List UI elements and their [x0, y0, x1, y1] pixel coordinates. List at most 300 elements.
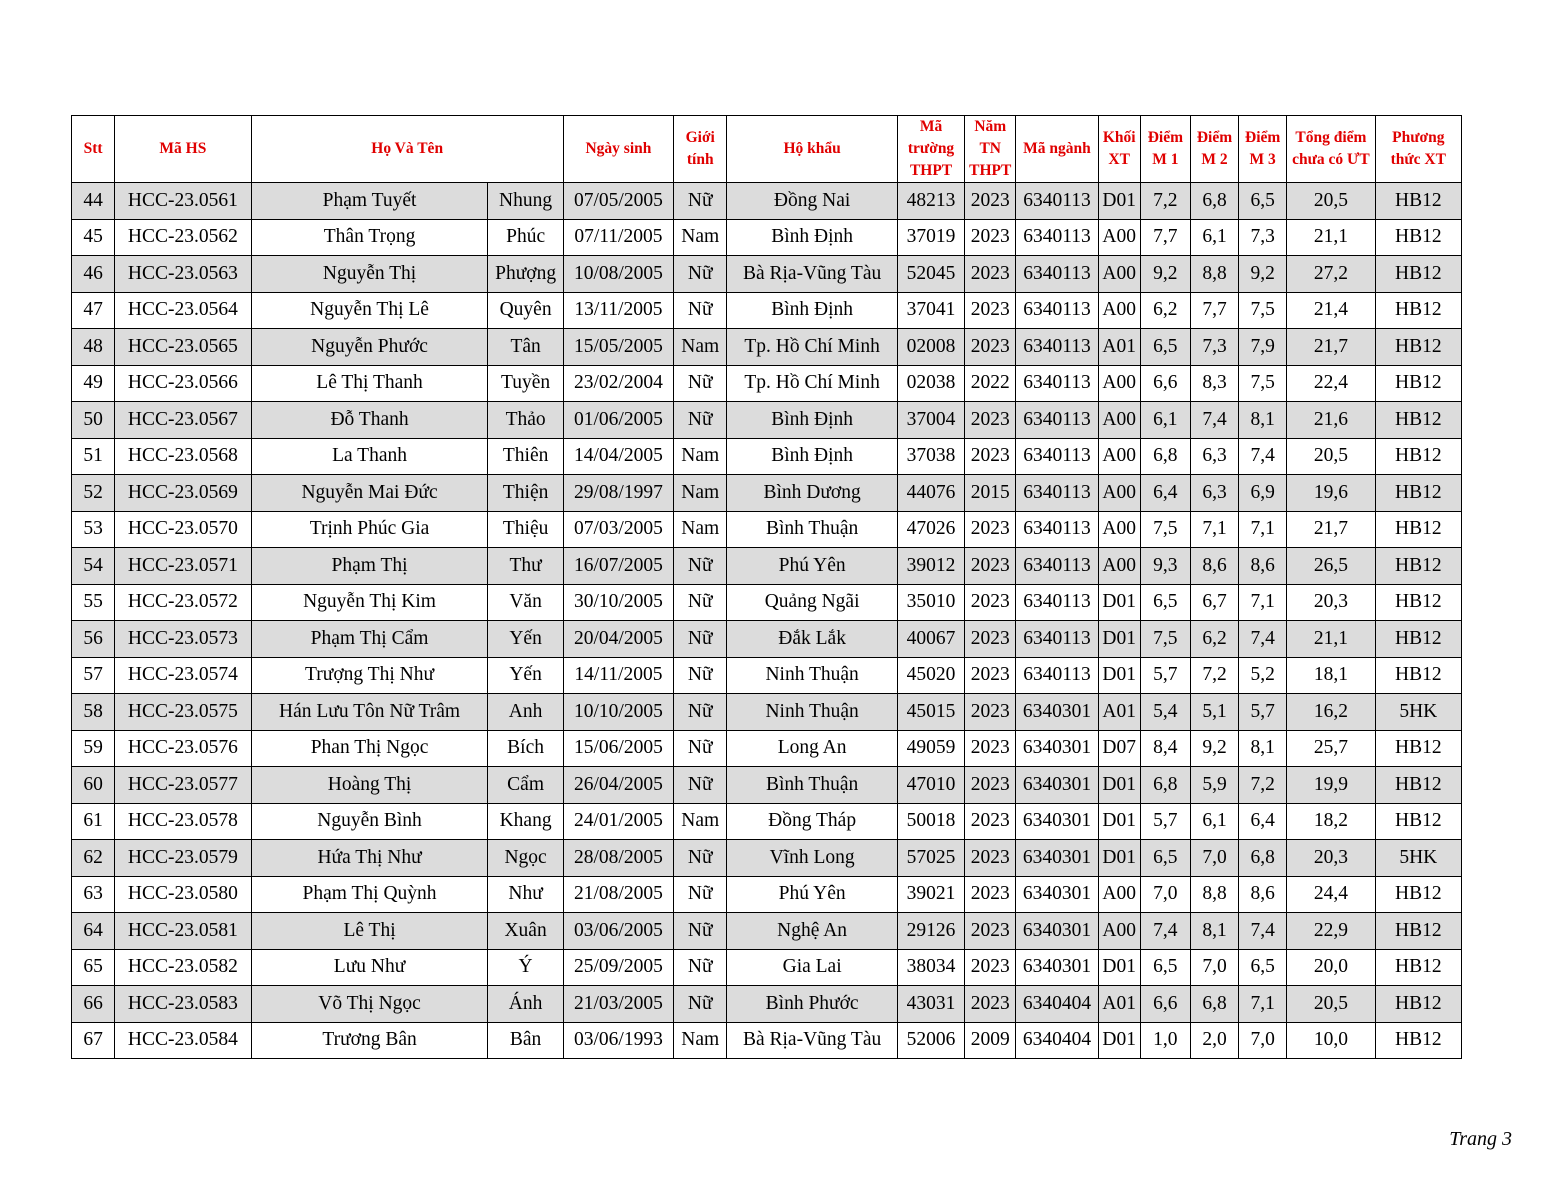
cell-tong-diem: 21,6	[1287, 402, 1375, 439]
table-row	[72, 657, 1462, 694]
cell-ma-nganh: 6340113	[1016, 438, 1098, 475]
cell-phuong-thuc: HB12	[1375, 183, 1461, 220]
cell-diem-m1: 6,5	[1140, 949, 1190, 986]
cell-stt: 55	[72, 584, 115, 621]
table-row	[72, 256, 1462, 293]
cell-diem-m1: 6,5	[1140, 329, 1190, 366]
cell-tong-diem: 20,5	[1287, 986, 1375, 1023]
cell-stt: 67	[72, 1022, 115, 1059]
cell-phuong-thuc: HB12	[1375, 949, 1461, 986]
cell-khoi: D01	[1098, 621, 1140, 658]
cell-phuong-thuc: HB12	[1375, 548, 1461, 585]
table-row	[72, 730, 1462, 767]
cell-stt: 47	[72, 292, 115, 329]
cell-diem-m1: 6,4	[1140, 475, 1190, 512]
cell-diem-m2: 5,1	[1190, 694, 1238, 731]
table-row	[72, 475, 1462, 512]
cell-stt: 61	[72, 803, 115, 840]
cell-ten: Tân	[488, 329, 563, 366]
cell-ten: Phúc	[488, 219, 563, 256]
cell-ten: Tuyền	[488, 365, 563, 402]
cell-diem-m1: 9,3	[1140, 548, 1190, 585]
cell-diem-m2: 7,3	[1190, 329, 1238, 366]
cell-ho-dem: Trượng Thị Như	[251, 657, 488, 694]
cell-diem-m3: 7,3	[1239, 219, 1287, 256]
cell-ho-khau: Ninh Thuận	[727, 657, 898, 694]
cell-khoi: A00	[1098, 913, 1140, 950]
cell-tong-diem: 25,7	[1287, 730, 1375, 767]
cell-gioi-tinh: Nữ	[674, 840, 727, 877]
cell-khoi: D01	[1098, 840, 1140, 877]
cell-ngay-sinh: 14/11/2005	[563, 657, 673, 694]
cell-gioi-tinh: Nữ	[674, 548, 727, 585]
cell-diem-m2: 8,8	[1190, 876, 1238, 913]
cell-diem-m2: 6,2	[1190, 621, 1238, 658]
cell-diem-m3: 7,4	[1239, 621, 1287, 658]
cell-diem-m1: 7,7	[1140, 219, 1190, 256]
admission-table	[71, 115, 1462, 1059]
cell-ma-nganh: 6340113	[1016, 584, 1098, 621]
table-row	[72, 1022, 1462, 1059]
cell-ten: Ánh	[488, 986, 563, 1023]
cell-diem-m1: 7,5	[1140, 621, 1190, 658]
cell-phuong-thuc: HB12	[1375, 475, 1461, 512]
cell-diem-m3: 9,2	[1239, 256, 1287, 293]
cell-stt: 65	[72, 949, 115, 986]
cell-ten: Khang	[488, 803, 563, 840]
cell-gioi-tinh: Nữ	[674, 584, 727, 621]
cell-khoi: A00	[1098, 402, 1140, 439]
cell-nam-tn: 2023	[965, 584, 1016, 621]
cell-diem-m1: 7,2	[1140, 183, 1190, 220]
cell-nam-tn: 2023	[965, 256, 1016, 293]
cell-diem-m2: 6,1	[1190, 219, 1238, 256]
cell-nam-tn: 2023	[965, 219, 1016, 256]
cell-nam-tn: 2023	[965, 949, 1016, 986]
cell-diem-m1: 6,8	[1140, 438, 1190, 475]
cell-ho-khau: Quảng Ngãi	[727, 584, 898, 621]
table-row	[72, 329, 1462, 366]
cell-ma-nganh: 6340113	[1016, 292, 1098, 329]
cell-ngay-sinh: 01/06/2005	[563, 402, 673, 439]
cell-phuong-thuc: HB12	[1375, 730, 1461, 767]
cell-ho-dem: Phạm Tuyết	[251, 183, 488, 220]
cell-stt: 60	[72, 767, 115, 804]
table-row	[72, 584, 1462, 621]
cell-phuong-thuc: HB12	[1375, 913, 1461, 950]
cell-ngay-sinh: 16/07/2005	[563, 548, 673, 585]
cell-ma-truong: 02008	[897, 329, 964, 366]
cell-diem-m2: 6,3	[1190, 438, 1238, 475]
cell-ho-khau: Phú Yên	[727, 876, 898, 913]
cell-khoi: D01	[1098, 767, 1140, 804]
cell-ma-nganh: 6340113	[1016, 548, 1098, 585]
cell-ngay-sinh: 21/08/2005	[563, 876, 673, 913]
cell-nam-tn: 2023	[965, 803, 1016, 840]
cell-gioi-tinh: Nữ	[674, 621, 727, 658]
cell-ma-hs: HCC-23.0561	[115, 183, 251, 220]
cell-diem-m3: 7,0	[1239, 1022, 1287, 1059]
cell-ho-khau: Bình Thuận	[727, 511, 898, 548]
cell-ngay-sinh: 15/06/2005	[563, 730, 673, 767]
cell-ten: Thiện	[488, 475, 563, 512]
cell-ma-hs: HCC-23.0583	[115, 986, 251, 1023]
cell-diem-m2: 9,2	[1190, 730, 1238, 767]
cell-nam-tn: 2023	[965, 511, 1016, 548]
cell-ngay-sinh: 24/01/2005	[563, 803, 673, 840]
cell-ma-hs: HCC-23.0581	[115, 913, 251, 950]
cell-nam-tn: 2023	[965, 329, 1016, 366]
cell-stt: 66	[72, 986, 115, 1023]
cell-diem-m2: 6,7	[1190, 584, 1238, 621]
cell-ho-khau: Tp. Hồ Chí Minh	[727, 365, 898, 402]
cell-gioi-tinh: Nữ	[674, 913, 727, 950]
cell-ma-nganh: 6340301	[1016, 949, 1098, 986]
cell-ho-khau: Đồng Nai	[727, 183, 898, 220]
cell-diem-m1: 9,2	[1140, 256, 1190, 293]
cell-tong-diem: 20,3	[1287, 840, 1375, 877]
cell-ma-truong: 37041	[897, 292, 964, 329]
cell-ho-dem: Trương Bân	[251, 1022, 488, 1059]
cell-ma-truong: 37038	[897, 438, 964, 475]
cell-khoi: A01	[1098, 329, 1140, 366]
cell-ma-truong: 57025	[897, 840, 964, 877]
cell-khoi: A01	[1098, 986, 1140, 1023]
cell-ngay-sinh: 28/08/2005	[563, 840, 673, 877]
cell-ma-hs: HCC-23.0570	[115, 511, 251, 548]
cell-ma-hs: HCC-23.0566	[115, 365, 251, 402]
cell-ma-truong: 39012	[897, 548, 964, 585]
cell-diem-m3: 6,5	[1239, 183, 1287, 220]
cell-ma-nganh: 6340301	[1016, 767, 1098, 804]
cell-ma-nganh: 6340301	[1016, 876, 1098, 913]
cell-ngay-sinh: 23/02/2004	[563, 365, 673, 402]
cell-khoi: A00	[1098, 548, 1140, 585]
table-row	[72, 949, 1462, 986]
cell-ma-nganh: 6340113	[1016, 329, 1098, 366]
cell-ma-nganh: 6340113	[1016, 511, 1098, 548]
cell-diem-m2: 6,8	[1190, 183, 1238, 220]
cell-phuong-thuc: HB12	[1375, 365, 1461, 402]
cell-tong-diem: 19,6	[1287, 475, 1375, 512]
cell-ma-truong: 43031	[897, 986, 964, 1023]
cell-diem-m3: 6,9	[1239, 475, 1287, 512]
cell-ma-truong: 38034	[897, 949, 964, 986]
cell-phuong-thuc: HB12	[1375, 584, 1461, 621]
col-header-diem-m2: Điểm M 2	[1190, 116, 1238, 183]
cell-ma-truong: 49059	[897, 730, 964, 767]
cell-ma-nganh: 6340113	[1016, 657, 1098, 694]
cell-tong-diem: 20,5	[1287, 438, 1375, 475]
cell-khoi: A00	[1098, 876, 1140, 913]
cell-diem-m3: 8,1	[1239, 402, 1287, 439]
cell-gioi-tinh: Nam	[674, 438, 727, 475]
cell-diem-m1: 5,4	[1140, 694, 1190, 731]
cell-stt: 54	[72, 548, 115, 585]
cell-diem-m3: 7,1	[1239, 584, 1287, 621]
cell-diem-m3: 7,4	[1239, 913, 1287, 950]
cell-tong-diem: 18,2	[1287, 803, 1375, 840]
cell-stt: 59	[72, 730, 115, 767]
cell-ten: Cẩm	[488, 767, 563, 804]
table-row	[72, 767, 1462, 804]
cell-ma-hs: HCC-23.0563	[115, 256, 251, 293]
cell-diem-m2: 7,0	[1190, 949, 1238, 986]
cell-khoi: D01	[1098, 183, 1140, 220]
cell-tong-diem: 19,9	[1287, 767, 1375, 804]
cell-diem-m2: 8,3	[1190, 365, 1238, 402]
cell-ma-hs: HCC-23.0571	[115, 548, 251, 585]
cell-phuong-thuc: HB12	[1375, 329, 1461, 366]
cell-ngay-sinh: 03/06/1993	[563, 1022, 673, 1059]
cell-ma-truong: 39021	[897, 876, 964, 913]
cell-stt: 48	[72, 329, 115, 366]
cell-ma-hs: HCC-23.0573	[115, 621, 251, 658]
table-row	[72, 292, 1462, 329]
cell-ten: Yến	[488, 621, 563, 658]
cell-ngay-sinh: 30/10/2005	[563, 584, 673, 621]
cell-ho-dem: Thân Trọng	[251, 219, 488, 256]
cell-diem-m2: 6,1	[1190, 803, 1238, 840]
cell-ma-nganh: 6340113	[1016, 621, 1098, 658]
cell-ho-khau: Nghệ An	[727, 913, 898, 950]
cell-ho-khau: Bình Định	[727, 292, 898, 329]
cell-ho-dem: Phan Thị Ngọc	[251, 730, 488, 767]
cell-ho-dem: Lê Thị Thanh	[251, 365, 488, 402]
cell-diem-m2: 2,0	[1190, 1022, 1238, 1059]
cell-diem-m3: 5,2	[1239, 657, 1287, 694]
cell-ma-truong: 37004	[897, 402, 964, 439]
cell-ngay-sinh: 07/11/2005	[563, 219, 673, 256]
table-row	[72, 621, 1462, 658]
cell-diem-m1: 6,5	[1140, 584, 1190, 621]
cell-diem-m1: 6,8	[1140, 767, 1190, 804]
cell-nam-tn: 2023	[965, 438, 1016, 475]
cell-ho-khau: Ninh Thuận	[727, 694, 898, 731]
table-row	[72, 840, 1462, 877]
cell-phuong-thuc: HB12	[1375, 256, 1461, 293]
cell-ho-dem: Nguyễn Bình	[251, 803, 488, 840]
cell-diem-m2: 7,4	[1190, 402, 1238, 439]
cell-diem-m1: 6,6	[1140, 986, 1190, 1023]
cell-diem-m3: 6,4	[1239, 803, 1287, 840]
cell-khoi: D01	[1098, 803, 1140, 840]
cell-nam-tn: 2009	[965, 1022, 1016, 1059]
cell-tong-diem: 21,4	[1287, 292, 1375, 329]
cell-diem-m1: 6,1	[1140, 402, 1190, 439]
table-row	[72, 183, 1462, 220]
cell-diem-m2: 7,0	[1190, 840, 1238, 877]
cell-phuong-thuc: HB12	[1375, 438, 1461, 475]
cell-ngay-sinh: 20/04/2005	[563, 621, 673, 658]
cell-ma-hs: HCC-23.0567	[115, 402, 251, 439]
cell-ma-hs: HCC-23.0580	[115, 876, 251, 913]
cell-tong-diem: 20,5	[1287, 183, 1375, 220]
cell-khoi: D01	[1098, 657, 1140, 694]
cell-tong-diem: 21,7	[1287, 329, 1375, 366]
cell-diem-m2: 5,9	[1190, 767, 1238, 804]
col-header-gioi-tinh: Giới tính	[674, 116, 727, 183]
cell-ma-nganh: 6340301	[1016, 803, 1098, 840]
cell-tong-diem: 22,9	[1287, 913, 1375, 950]
cell-tong-diem: 20,0	[1287, 949, 1375, 986]
cell-stt: 57	[72, 657, 115, 694]
cell-nam-tn: 2023	[965, 840, 1016, 877]
cell-ma-truong: 50018	[897, 803, 964, 840]
cell-gioi-tinh: Nữ	[674, 402, 727, 439]
cell-gioi-tinh: Nữ	[674, 292, 727, 329]
cell-ho-dem: Nguyễn Thị Kim	[251, 584, 488, 621]
cell-ma-truong: 48213	[897, 183, 964, 220]
cell-diem-m3: 7,4	[1239, 438, 1287, 475]
cell-diem-m1: 8,4	[1140, 730, 1190, 767]
cell-ma-truong: 40067	[897, 621, 964, 658]
cell-phuong-thuc: HB12	[1375, 621, 1461, 658]
cell-ten: Ý	[488, 949, 563, 986]
cell-diem-m1: 1,0	[1140, 1022, 1190, 1059]
cell-tong-diem: 21,1	[1287, 219, 1375, 256]
cell-nam-tn: 2023	[965, 730, 1016, 767]
cell-phuong-thuc: 5HK	[1375, 694, 1461, 731]
col-header-ma-nganh: Mã ngành	[1016, 116, 1098, 183]
cell-ma-nganh: 6340404	[1016, 1022, 1098, 1059]
cell-ma-hs: HCC-23.0562	[115, 219, 251, 256]
cell-ma-hs: HCC-23.0576	[115, 730, 251, 767]
cell-khoi: A00	[1098, 365, 1140, 402]
cell-phuong-thuc: HB12	[1375, 657, 1461, 694]
cell-ma-truong: 35010	[897, 584, 964, 621]
cell-tong-diem: 24,4	[1287, 876, 1375, 913]
cell-ho-dem: Phạm Thị Quỳnh	[251, 876, 488, 913]
col-header-stt: Stt	[72, 116, 115, 183]
cell-ngay-sinh: 25/09/2005	[563, 949, 673, 986]
cell-ma-truong: 52045	[897, 256, 964, 293]
page-number: Trang 3	[1449, 1128, 1512, 1150]
cell-ma-hs: HCC-23.0584	[115, 1022, 251, 1059]
cell-tong-diem: 22,4	[1287, 365, 1375, 402]
cell-nam-tn: 2023	[965, 767, 1016, 804]
cell-stt: 62	[72, 840, 115, 877]
cell-nam-tn: 2023	[965, 657, 1016, 694]
col-header-ma-truong: Mã trường THPT	[897, 116, 964, 183]
cell-stt: 64	[72, 913, 115, 950]
cell-ho-khau: Bình Dương	[727, 475, 898, 512]
cell-ho-dem: Phạm Thị	[251, 548, 488, 585]
cell-gioi-tinh: Nam	[674, 329, 727, 366]
col-header-ma-hs: Mã HS	[115, 116, 251, 183]
cell-ngay-sinh: 10/10/2005	[563, 694, 673, 731]
cell-ma-truong: 29126	[897, 913, 964, 950]
cell-stt: 51	[72, 438, 115, 475]
cell-khoi: A00	[1098, 256, 1140, 293]
cell-ma-hs: HCC-23.0577	[115, 767, 251, 804]
cell-phuong-thuc: HB12	[1375, 292, 1461, 329]
cell-diem-m2: 6,3	[1190, 475, 1238, 512]
col-header-nam-tn: Năm TN THPT	[965, 116, 1016, 183]
cell-ho-dem: Hoàng Thị	[251, 767, 488, 804]
cell-diem-m1: 6,2	[1140, 292, 1190, 329]
cell-ma-truong: 02038	[897, 365, 964, 402]
cell-gioi-tinh: Nam	[674, 1022, 727, 1059]
cell-ma-nganh: 6340113	[1016, 183, 1098, 220]
cell-ma-hs: HCC-23.0572	[115, 584, 251, 621]
col-header-khoi: Khối XT	[1098, 116, 1140, 183]
cell-ho-dem: La Thanh	[251, 438, 488, 475]
cell-ten: Bích	[488, 730, 563, 767]
cell-diem-m3: 7,9	[1239, 329, 1287, 366]
cell-ho-dem: Nguyễn Mai Đức	[251, 475, 488, 512]
cell-phuong-thuc: HB12	[1375, 876, 1461, 913]
cell-khoi: D01	[1098, 949, 1140, 986]
table-row	[72, 876, 1462, 913]
cell-ho-khau: Đắk Lắk	[727, 621, 898, 658]
cell-nam-tn: 2023	[965, 183, 1016, 220]
col-header-ho-va-ten: Họ Và Tên	[251, 116, 563, 183]
cell-gioi-tinh: Nữ	[674, 183, 727, 220]
cell-khoi: A01	[1098, 694, 1140, 731]
cell-khoi: D07	[1098, 730, 1140, 767]
cell-ma-truong: 44076	[897, 475, 964, 512]
cell-diem-m1: 5,7	[1140, 657, 1190, 694]
cell-ma-hs: HCC-23.0578	[115, 803, 251, 840]
cell-phuong-thuc: HB12	[1375, 511, 1461, 548]
cell-diem-m3: 7,2	[1239, 767, 1287, 804]
cell-gioi-tinh: Nữ	[674, 365, 727, 402]
cell-ma-truong: 37019	[897, 219, 964, 256]
cell-ho-dem: Trịnh Phúc Gia	[251, 511, 488, 548]
cell-ma-hs: HCC-23.0568	[115, 438, 251, 475]
cell-gioi-tinh: Nam	[674, 511, 727, 548]
cell-ma-nganh: 6340113	[1016, 219, 1098, 256]
cell-nam-tn: 2015	[965, 475, 1016, 512]
cell-ma-nganh: 6340301	[1016, 840, 1098, 877]
cell-diem-m1: 6,5	[1140, 840, 1190, 877]
cell-nam-tn: 2023	[965, 292, 1016, 329]
cell-diem-m2: 8,1	[1190, 913, 1238, 950]
cell-khoi: D01	[1098, 584, 1140, 621]
cell-ma-hs: HCC-23.0582	[115, 949, 251, 986]
cell-gioi-tinh: Nữ	[674, 949, 727, 986]
cell-ho-khau: Bình Định	[727, 219, 898, 256]
cell-ma-nganh: 6340404	[1016, 986, 1098, 1023]
cell-diem-m2: 7,2	[1190, 657, 1238, 694]
cell-phuong-thuc: HB12	[1375, 986, 1461, 1023]
cell-khoi: A00	[1098, 219, 1140, 256]
cell-diem-m3: 8,1	[1239, 730, 1287, 767]
cell-ma-nganh: 6340301	[1016, 694, 1098, 731]
cell-ten: Thiệu	[488, 511, 563, 548]
table-row	[72, 913, 1462, 950]
cell-nam-tn: 2023	[965, 548, 1016, 585]
cell-nam-tn: 2023	[965, 621, 1016, 658]
cell-ho-khau: Bà Rịa-Vũng Tàu	[727, 1022, 898, 1059]
cell-ho-dem: Phạm Thị Cẩm	[251, 621, 488, 658]
cell-ma-truong: 47010	[897, 767, 964, 804]
cell-gioi-tinh: Nữ	[674, 876, 727, 913]
cell-tong-diem: 21,7	[1287, 511, 1375, 548]
cell-ma-nganh: 6340301	[1016, 730, 1098, 767]
cell-ngay-sinh: 14/04/2005	[563, 438, 673, 475]
cell-ngay-sinh: 10/08/2005	[563, 256, 673, 293]
cell-nam-tn: 2023	[965, 694, 1016, 731]
cell-nam-tn: 2023	[965, 876, 1016, 913]
cell-ma-nganh: 6340301	[1016, 913, 1098, 950]
table-row	[72, 511, 1462, 548]
cell-ma-hs: HCC-23.0575	[115, 694, 251, 731]
cell-ma-hs: HCC-23.0569	[115, 475, 251, 512]
cell-ho-khau: Bình Định	[727, 438, 898, 475]
col-header-tong-diem: Tổng điểm chưa có ƯT	[1287, 116, 1375, 183]
